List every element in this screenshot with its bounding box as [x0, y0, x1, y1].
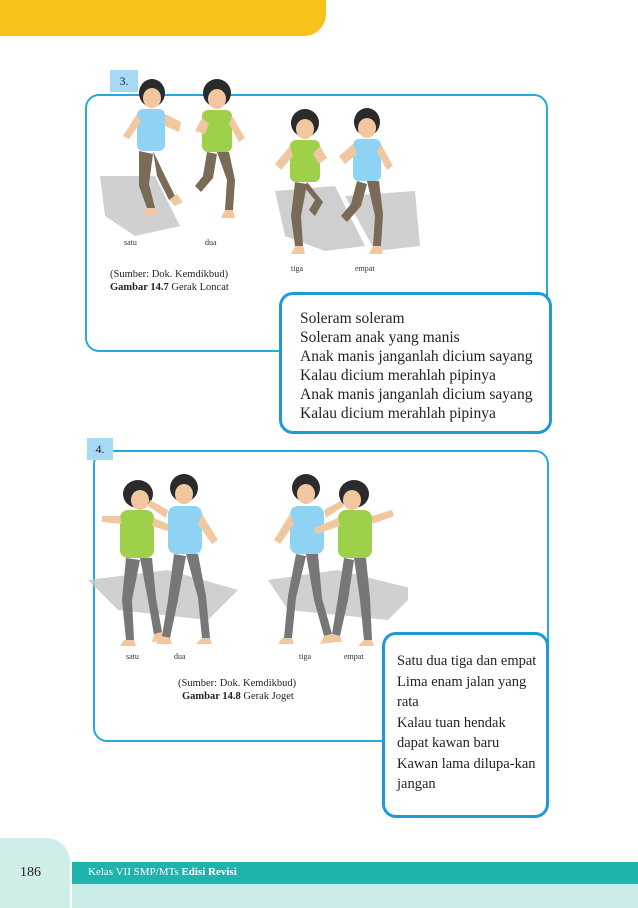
lyric-line: Kalau dicium merahlah pipinya — [300, 405, 496, 422]
lyrics-box-satu-dua-tiga — [382, 632, 549, 818]
label-dua-3: dua — [205, 238, 217, 247]
label-tiga-4: tiga — [299, 652, 311, 661]
dancer-tiga-joget — [274, 474, 344, 644]
lyric-line: Satu dua tiga dan empat — [397, 653, 537, 669]
label-empat-3: empat — [355, 264, 375, 273]
lyric-line: Soleram anak yang manis — [300, 329, 460, 346]
label-dua-4: dua — [174, 652, 186, 661]
caption-source: (Sumber: Dok. Kemdikbud) — [110, 269, 229, 280]
page-number: 186 — [20, 865, 41, 880]
caption-figure-number: Gambar 14.8 — [182, 691, 241, 702]
lyric-line: Anak manis janganlah dicium sayang — [300, 386, 533, 403]
lyric-line: Soleram soleram — [300, 310, 405, 327]
caption-figure-title: Gerak Joget — [243, 691, 294, 702]
lyric-line: Kalau dicium merahlah pipinya — [300, 367, 496, 384]
dancer-dua — [195, 79, 245, 218]
step-4-badge: 4. — [87, 438, 113, 460]
label-satu-3: satu — [124, 238, 137, 247]
lyric-line: Kawan lama dilupa-kan jangan — [397, 755, 536, 792]
gerak-joget-illustration — [88, 470, 408, 650]
label-satu-4: satu — [126, 652, 139, 661]
label-tiga-3: tiga — [291, 264, 303, 273]
step-3-badge: 3. — [110, 70, 138, 92]
book-title: Kelas VII SMP/MTs — [88, 866, 179, 878]
lyric-line: Anak manis janganlah dicium sayang — [300, 348, 533, 365]
figure-14-7-caption — [110, 268, 229, 294]
lyric-line: Kalau tuan hendak dapat kawan baru — [397, 714, 506, 751]
footer-book-title — [88, 866, 237, 878]
lyric-line: Lima enam jalan yang rata — [397, 673, 527, 710]
header-tab — [0, 0, 326, 36]
book-edition: Edisi Revisi — [181, 866, 237, 878]
gerak-loncat-illustration — [95, 76, 425, 266]
figure-14-8-caption — [178, 677, 296, 703]
caption-figure-number: Gambar 14.7 — [110, 282, 169, 293]
caption-source: (Sumber: Dok. Kemdikbud) — [178, 678, 297, 689]
label-empat-4: empat — [344, 652, 364, 661]
lyrics-box-soleram — [279, 292, 552, 434]
footer-decoration — [72, 884, 638, 908]
caption-figure-title: Gerak Loncat — [171, 282, 229, 293]
